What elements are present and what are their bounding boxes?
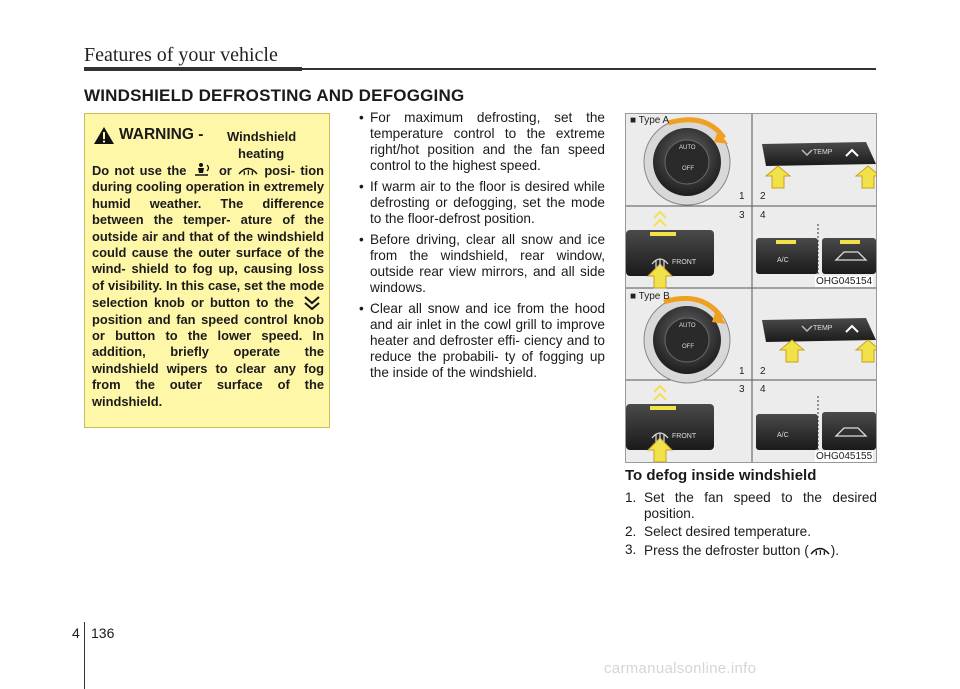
list-item [625, 490, 877, 522]
header-rule-thin [302, 68, 876, 70]
knob-auto-label-a: AUTO [679, 145, 696, 151]
defog-heading: To defog inside windshield [625, 467, 817, 484]
step-number: 2. [625, 524, 637, 539]
defog-steps [625, 490, 877, 561]
warning-triangle-icon [93, 126, 115, 145]
warning-title: WARNING - [119, 126, 204, 143]
callout-3-a: 3 [739, 210, 745, 221]
front-label-a: FRONT [672, 259, 697, 266]
warning-text-part1: Do not use the [92, 163, 187, 178]
temp-label-b: TEMP [813, 325, 833, 332]
step-number: 3. [625, 542, 637, 557]
page-number: 136 [91, 625, 115, 641]
warning-text-or: or [218, 163, 232, 178]
list-item [625, 524, 877, 540]
callout-2-a: 2 [760, 191, 766, 202]
section-heading: WINDSHIELD DEFROSTING AND DEFOGGING [84, 86, 465, 105]
callout-1-b: 1 [739, 366, 745, 377]
callout-3-b: 3 [739, 384, 745, 395]
watermark: carmanualsonline.info [604, 660, 757, 677]
control-panel-figure [625, 113, 877, 463]
header-rule-thick [84, 67, 302, 71]
figure-code-a: OHG045154 [816, 276, 873, 287]
warning-text-part2: posi- tion during cooling operation in extremely humid weather. The difference between the temper- ature of the outside air and that of the windshield could cause the outer surface of the wind- shield to fog up, causing loss of visibility. In this case, set the mode selection knob or button to the [92, 163, 324, 311]
temp-label-a: TEMP [813, 149, 833, 156]
footer-divider [84, 622, 85, 689]
warning-body [92, 162, 324, 410]
warning-subtitle-line1: Windshield [227, 129, 297, 144]
knob-auto-label-b: AUTO [679, 323, 696, 329]
list-item: • Clear all snow and ice from the hood and air inlet in the cowl grill to improve heater and defroster effi- ciency and to reduce the probabili- ty of fogging up the inside of the windshield. [353, 301, 605, 381]
defrost-icon [237, 162, 259, 178]
type-a-label: ■ Type A [630, 115, 670, 126]
tips-list [353, 110, 605, 386]
list-item: • Before driving, clear all snow and ice from the windshield, rear window, outside rear view mirrors, and all side windows. [353, 232, 605, 296]
type-b-label: ■ Type B [630, 291, 670, 302]
ac-label-a: A/C [777, 257, 789, 264]
step-text: Set the fan speed to the desired position. [644, 490, 877, 521]
warning-subtitle-line2: heating [238, 146, 285, 161]
warning-text-part3: position and fan speed control knob or button to the lower speed. In addition, briefly operate the windshield wipers to clear any fog from the outer surface of the windshield. [92, 311, 324, 409]
figure-code-b: OHG045155 [816, 451, 873, 462]
step-text-part2: ). [830, 543, 840, 558]
floor-mode-icon [300, 294, 324, 310]
callout-4-b: 4 [760, 384, 766, 395]
chapter-number: 4 [72, 625, 80, 641]
list-item [625, 542, 877, 559]
floor-defrost-mode-icon [192, 162, 214, 178]
control-panel-illustration [626, 114, 876, 462]
defrost-icon [809, 542, 831, 558]
callout-2-b: 2 [760, 366, 766, 377]
knob-off-label-b: OFF [682, 344, 694, 350]
callout-1-a: 1 [739, 191, 745, 202]
list-item: • If warm air to the floor is desired while defrosting or defogging, set the mode to the floor-defrost position. [353, 179, 605, 227]
ac-label-b: A/C [777, 432, 789, 439]
knob-off-label-a: OFF [682, 166, 694, 172]
front-label-b: FRONT [672, 433, 697, 440]
running-header: Features of your vehicle [84, 44, 278, 66]
callout-4-a: 4 [760, 210, 766, 221]
warning-box [84, 113, 330, 428]
step-number: 1. [625, 490, 637, 505]
step-text: Select desired temperature. [644, 524, 811, 539]
list-item: • For maximum defrosting, set the temperature control to the extreme right/hot position and the fan speed control to the highest speed. [353, 110, 605, 174]
step-text-part1: Press the defroster button ( [644, 543, 809, 558]
